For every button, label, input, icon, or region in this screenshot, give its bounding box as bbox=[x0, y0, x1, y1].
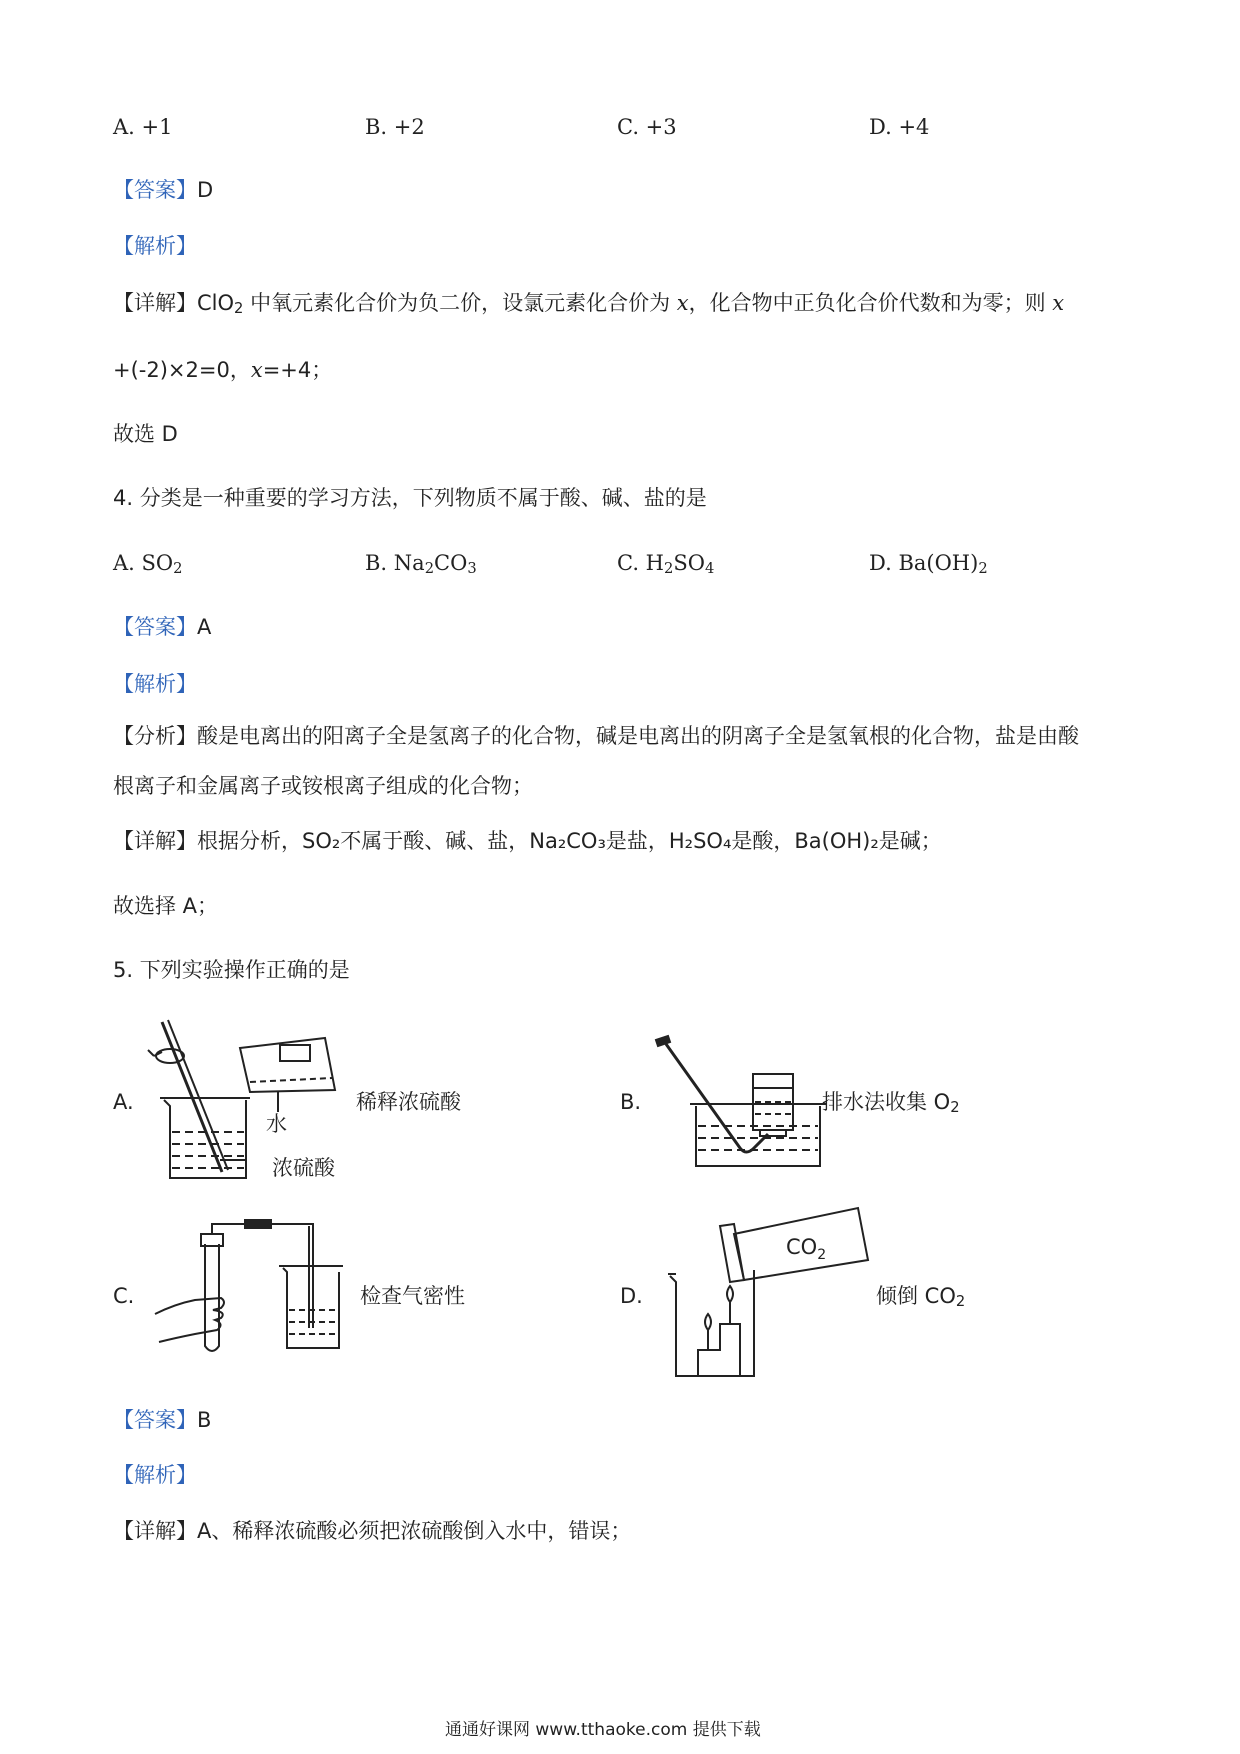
q3-detail-line1 bbox=[113, 291, 1065, 317]
option-tail: CO bbox=[434, 551, 468, 575]
q5-option-b-letter: B. bbox=[620, 1090, 642, 1114]
q5-option-d-caption bbox=[876, 1284, 966, 1310]
answer-label: 【答案】 bbox=[113, 615, 197, 639]
answer-value: D bbox=[197, 178, 214, 202]
q5-option-c-letter: C. bbox=[113, 1284, 135, 1308]
detail-label: 【详解】 bbox=[113, 829, 197, 853]
q4-option-a bbox=[113, 551, 183, 577]
q3-option-a: A. +1 bbox=[113, 115, 173, 139]
variable-x: x bbox=[1052, 291, 1065, 315]
q4-analysis-line2: 根离子和金属离子或铵根离子组成的化合物； bbox=[113, 774, 533, 798]
detail-text: ，化合物中正负化合价代数和为零；则 bbox=[688, 291, 1053, 315]
q3-answer bbox=[113, 180, 213, 201]
option-label: A. SO bbox=[113, 551, 174, 575]
answer-label: 【答案】 bbox=[113, 1408, 197, 1432]
variable-x: x bbox=[250, 358, 263, 382]
q5-option-a-caption: 稀释浓硫酸 bbox=[356, 1090, 461, 1114]
detail-text: 根据分析，SO₂不属于酸、碱、盐，Na₂CO₃是盐，H₂SO₄是酸，Ba(OH)₂是碱； bbox=[197, 829, 942, 853]
option-label: C. H bbox=[617, 551, 664, 575]
q5-detail bbox=[113, 1521, 631, 1542]
option-sub: 2 bbox=[173, 559, 183, 577]
q5-option-a-water-label: 水 bbox=[266, 1112, 287, 1136]
co2-bottle-label: $CO_2$ bbox=[786, 1235, 827, 1263]
q4-analysis-label: 【解析】 bbox=[113, 672, 197, 696]
q5-question: 5. 下列实验操作正确的是 bbox=[113, 958, 350, 982]
water-displacement-figure bbox=[650, 1030, 820, 1170]
equation: +(-2)×2=0， bbox=[113, 358, 251, 382]
answer-label: 【答案】 bbox=[113, 178, 197, 202]
q4-conclusion: 故选择 A； bbox=[113, 894, 219, 918]
variable-x: x bbox=[676, 291, 689, 315]
q3-option-d: D. +4 bbox=[869, 115, 930, 139]
airtightness-figure bbox=[155, 1218, 355, 1358]
q4-option-b bbox=[365, 551, 477, 577]
answer-value: A bbox=[197, 615, 212, 639]
formula-sub: 2 bbox=[234, 299, 244, 317]
q3-detail-line2 bbox=[113, 360, 332, 381]
pour-co2-figure bbox=[668, 1200, 868, 1385]
answer-value: B bbox=[197, 1408, 212, 1432]
q4-answer bbox=[113, 617, 211, 638]
q4-question: 4. 分类是一种重要的学习方法，下列物质不属于酸、碱、盐的是 bbox=[113, 486, 707, 510]
option-sub: 2 bbox=[978, 559, 988, 577]
q5-option-a-letter: A. bbox=[113, 1090, 134, 1114]
q3-conclusion: 故选 D bbox=[113, 422, 178, 446]
caption-sub: 2 bbox=[955, 1292, 966, 1310]
q5-option-d-letter: D. bbox=[620, 1284, 643, 1308]
option-label: D. Ba(OH) bbox=[869, 551, 979, 575]
detail-text: 中氧元素化合价为负二价，设氯元素化合价为 bbox=[243, 291, 677, 315]
formula-clo: ClO bbox=[197, 291, 235, 315]
q5-option-a-acid-label: 浓硫酸 bbox=[272, 1156, 335, 1180]
q5-answer bbox=[113, 1410, 211, 1431]
q3-analysis-label: 【解析】 bbox=[113, 234, 197, 258]
q5-option-c-caption: 检查气密性 bbox=[360, 1284, 465, 1308]
detail-label: 【详解】 bbox=[113, 1519, 197, 1543]
caption-text: 排水法收集 O bbox=[822, 1090, 951, 1114]
caption-sub: 2 bbox=[950, 1098, 960, 1116]
q4-detail bbox=[113, 831, 942, 852]
q4-option-d bbox=[869, 551, 988, 577]
q5-option-b-caption bbox=[822, 1090, 960, 1116]
option-tail: SO bbox=[673, 551, 705, 575]
option-sub: 2 bbox=[663, 559, 674, 577]
option-label: B. Na bbox=[365, 551, 425, 575]
option-sub: 4 bbox=[704, 559, 715, 577]
q4-option-c bbox=[617, 551, 715, 577]
caption-text: 倾倒 CO bbox=[876, 1284, 956, 1308]
option-sub: 2 bbox=[424, 559, 435, 577]
q3-option-b: B. +2 bbox=[365, 115, 425, 139]
detail-label: 【详解】 bbox=[113, 291, 197, 315]
equation: =+4； bbox=[262, 358, 333, 382]
detail-text: A、稀释浓硫酸必须把浓硫酸倒入水中，错误； bbox=[197, 1519, 632, 1543]
option-sub: 3 bbox=[467, 559, 477, 577]
footer-text: 通通好课网 www.tthaoke.com 提供下载 bbox=[445, 1720, 761, 1740]
q3-option-c: C. +3 bbox=[617, 115, 677, 139]
q4-analysis-line1: 【分析】酸是电离出的阳离子全是氢离子的化合物，碱是电离出的阴离子全是氢氧根的化合物，盐是由酸 bbox=[113, 724, 1079, 748]
q5-analysis-label: 【解析】 bbox=[113, 1463, 197, 1487]
